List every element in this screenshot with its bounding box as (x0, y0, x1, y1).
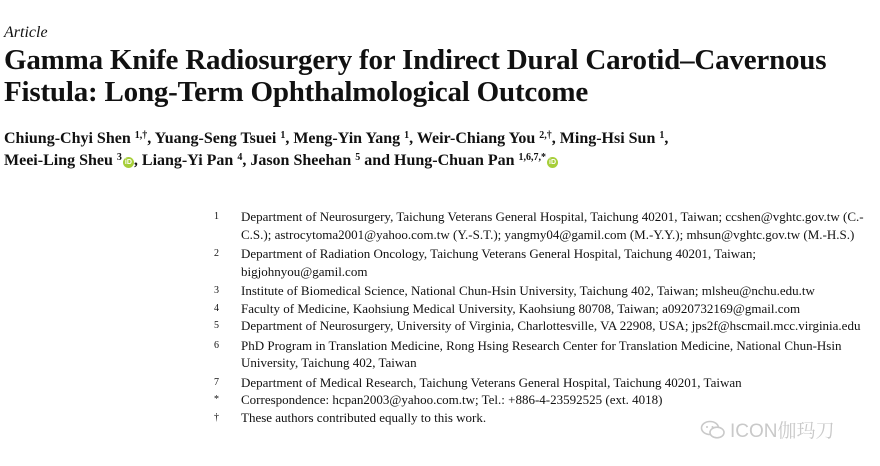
author[interactable]: Jason Sheehan (250, 152, 352, 169)
affiliation-text: Department of Radiation Oncology, Taichung Veterans General Hospital, Taichung 40201, Taiwan; bigjohnyou@gamil.com (241, 246, 756, 279)
affiliation-number: 7 (214, 376, 219, 388)
author-affil-sup: 5 (355, 152, 361, 163)
author-affil-sup: 2,† (539, 130, 552, 141)
affiliation-item (214, 300, 880, 318)
affiliation-number: 6 (214, 339, 219, 351)
affiliation-number: 4 (214, 302, 219, 314)
author-affil-sup: 1 (659, 130, 665, 141)
author-affil-sup: 1 (280, 130, 286, 141)
affiliation-item (214, 208, 880, 243)
affiliation-item (214, 317, 880, 335)
affiliation-item (214, 337, 880, 372)
author-affil-sup: 4 (237, 152, 243, 163)
affiliation-list (214, 208, 880, 426)
affiliation-text: Institute of Biomedical Science, National Chun-Hsin University, Taichung 402, Taiwan; mlsheu@nchu.edu.tw (241, 283, 815, 298)
affiliation-number: 1 (214, 211, 219, 222)
affiliation-number: 2 (214, 248, 219, 259)
author-affil-sup: 1,6,7,* (518, 152, 547, 163)
affiliation-number: 5 (214, 320, 219, 331)
wechat-icon (700, 420, 726, 440)
author[interactable]: Chiung-Chyi Shen (4, 130, 131, 147)
article-title: Gamma Knife Radiosurgery for Indirect Dural Carotid–Cavernous Fistula: Long-Term Ophthalmological Outcome (4, 44, 827, 108)
author-affil-sup: 1 (404, 130, 410, 141)
author[interactable]: Ming-Hsi Sun (559, 130, 656, 147)
affiliation-text: Department of Neurosurgery, University of Virginia, Charlottesville, VA 22908, USA; jps2f@hscmail.mcc.virginia.edu (241, 318, 861, 333)
affiliation-text: These authors contributed equally to this work. (241, 409, 487, 425)
author[interactable]: Meei-Ling Sheu (4, 152, 113, 169)
authors-and: and (364, 152, 391, 169)
author[interactable]: Hung-Chuan Pan (394, 152, 515, 169)
author-affil-sup: 1,† (134, 130, 148, 141)
author[interactable]: Yuang-Seng Tsuei (154, 130, 277, 147)
affiliation-item (214, 374, 880, 392)
affiliation-number: † (214, 411, 219, 423)
affiliation-text: PhD Program in Translation Medicine, Rong Hsing Research Center for Translation Medicine, National Chun-Hsin University, Taichung 402, Taiwan (241, 337, 842, 370)
orcid-icon[interactable]: iD (549, 159, 557, 166)
watermark (700, 416, 835, 443)
author-list: Chiung-Chyi Shen $^{1,\dagger}$, Yuang-Seng Tsuei $^1$, Meng-Yin Yang $^1$, Weir-Chiang You $^{2,\dagger}$, Ming-Hsi Sun $^1$, Meei-Ling Sheu $^3$ iD , Liang-Yi Pan $^4$, Jason Sheehan $^5$ and Hung-Chuan Pan $^{1,6,7,*}$ iD (4, 130, 669, 169)
affiliation-text: Faculty of Medicine, Kaohsiung Medical University, Kaohsiung 80708, Taiwan; a0920732169@gmail.com (241, 300, 801, 316)
author[interactable]: Meng-Yin Yang (293, 130, 401, 147)
affiliation-number: * (214, 394, 219, 405)
author-affil-sup: 3 (116, 152, 122, 163)
affiliation-text: Department of Medical Research, Taichung Veterans General Hospital, Taichung 40201, Taiwan (241, 374, 742, 390)
affiliation-item (214, 245, 880, 280)
affiliation-text: Correspondence: hcpan2003@yahoo.com.tw; Tel.: +886-4-23592525 (ext. 4018) (241, 392, 663, 407)
article-type: Article (4, 24, 48, 41)
affiliation-number: 3 (214, 285, 219, 296)
affiliation-item (214, 391, 880, 409)
watermark-text: ICON伽玛刀 (730, 421, 835, 442)
author[interactable]: Liang-Yi Pan (141, 152, 234, 169)
affiliation-text: Department of Neurosurgery, Taichung Veterans General Hospital, Taichung 40201, Taiwan; ccshen@vghtc.gov.tw (C.-C.S.); astrocytoma2001@yahoo.com.tw (Y.-S.T.); yangmy04@gamil.com (M.-Y.Y.); mhsun@vghtc.gov.tw (M.-H.S.) (241, 209, 864, 242)
orcid-icon[interactable]: iD (124, 159, 132, 166)
affiliation-item (214, 282, 880, 300)
author[interactable]: Weir-Chiang You (416, 130, 536, 147)
